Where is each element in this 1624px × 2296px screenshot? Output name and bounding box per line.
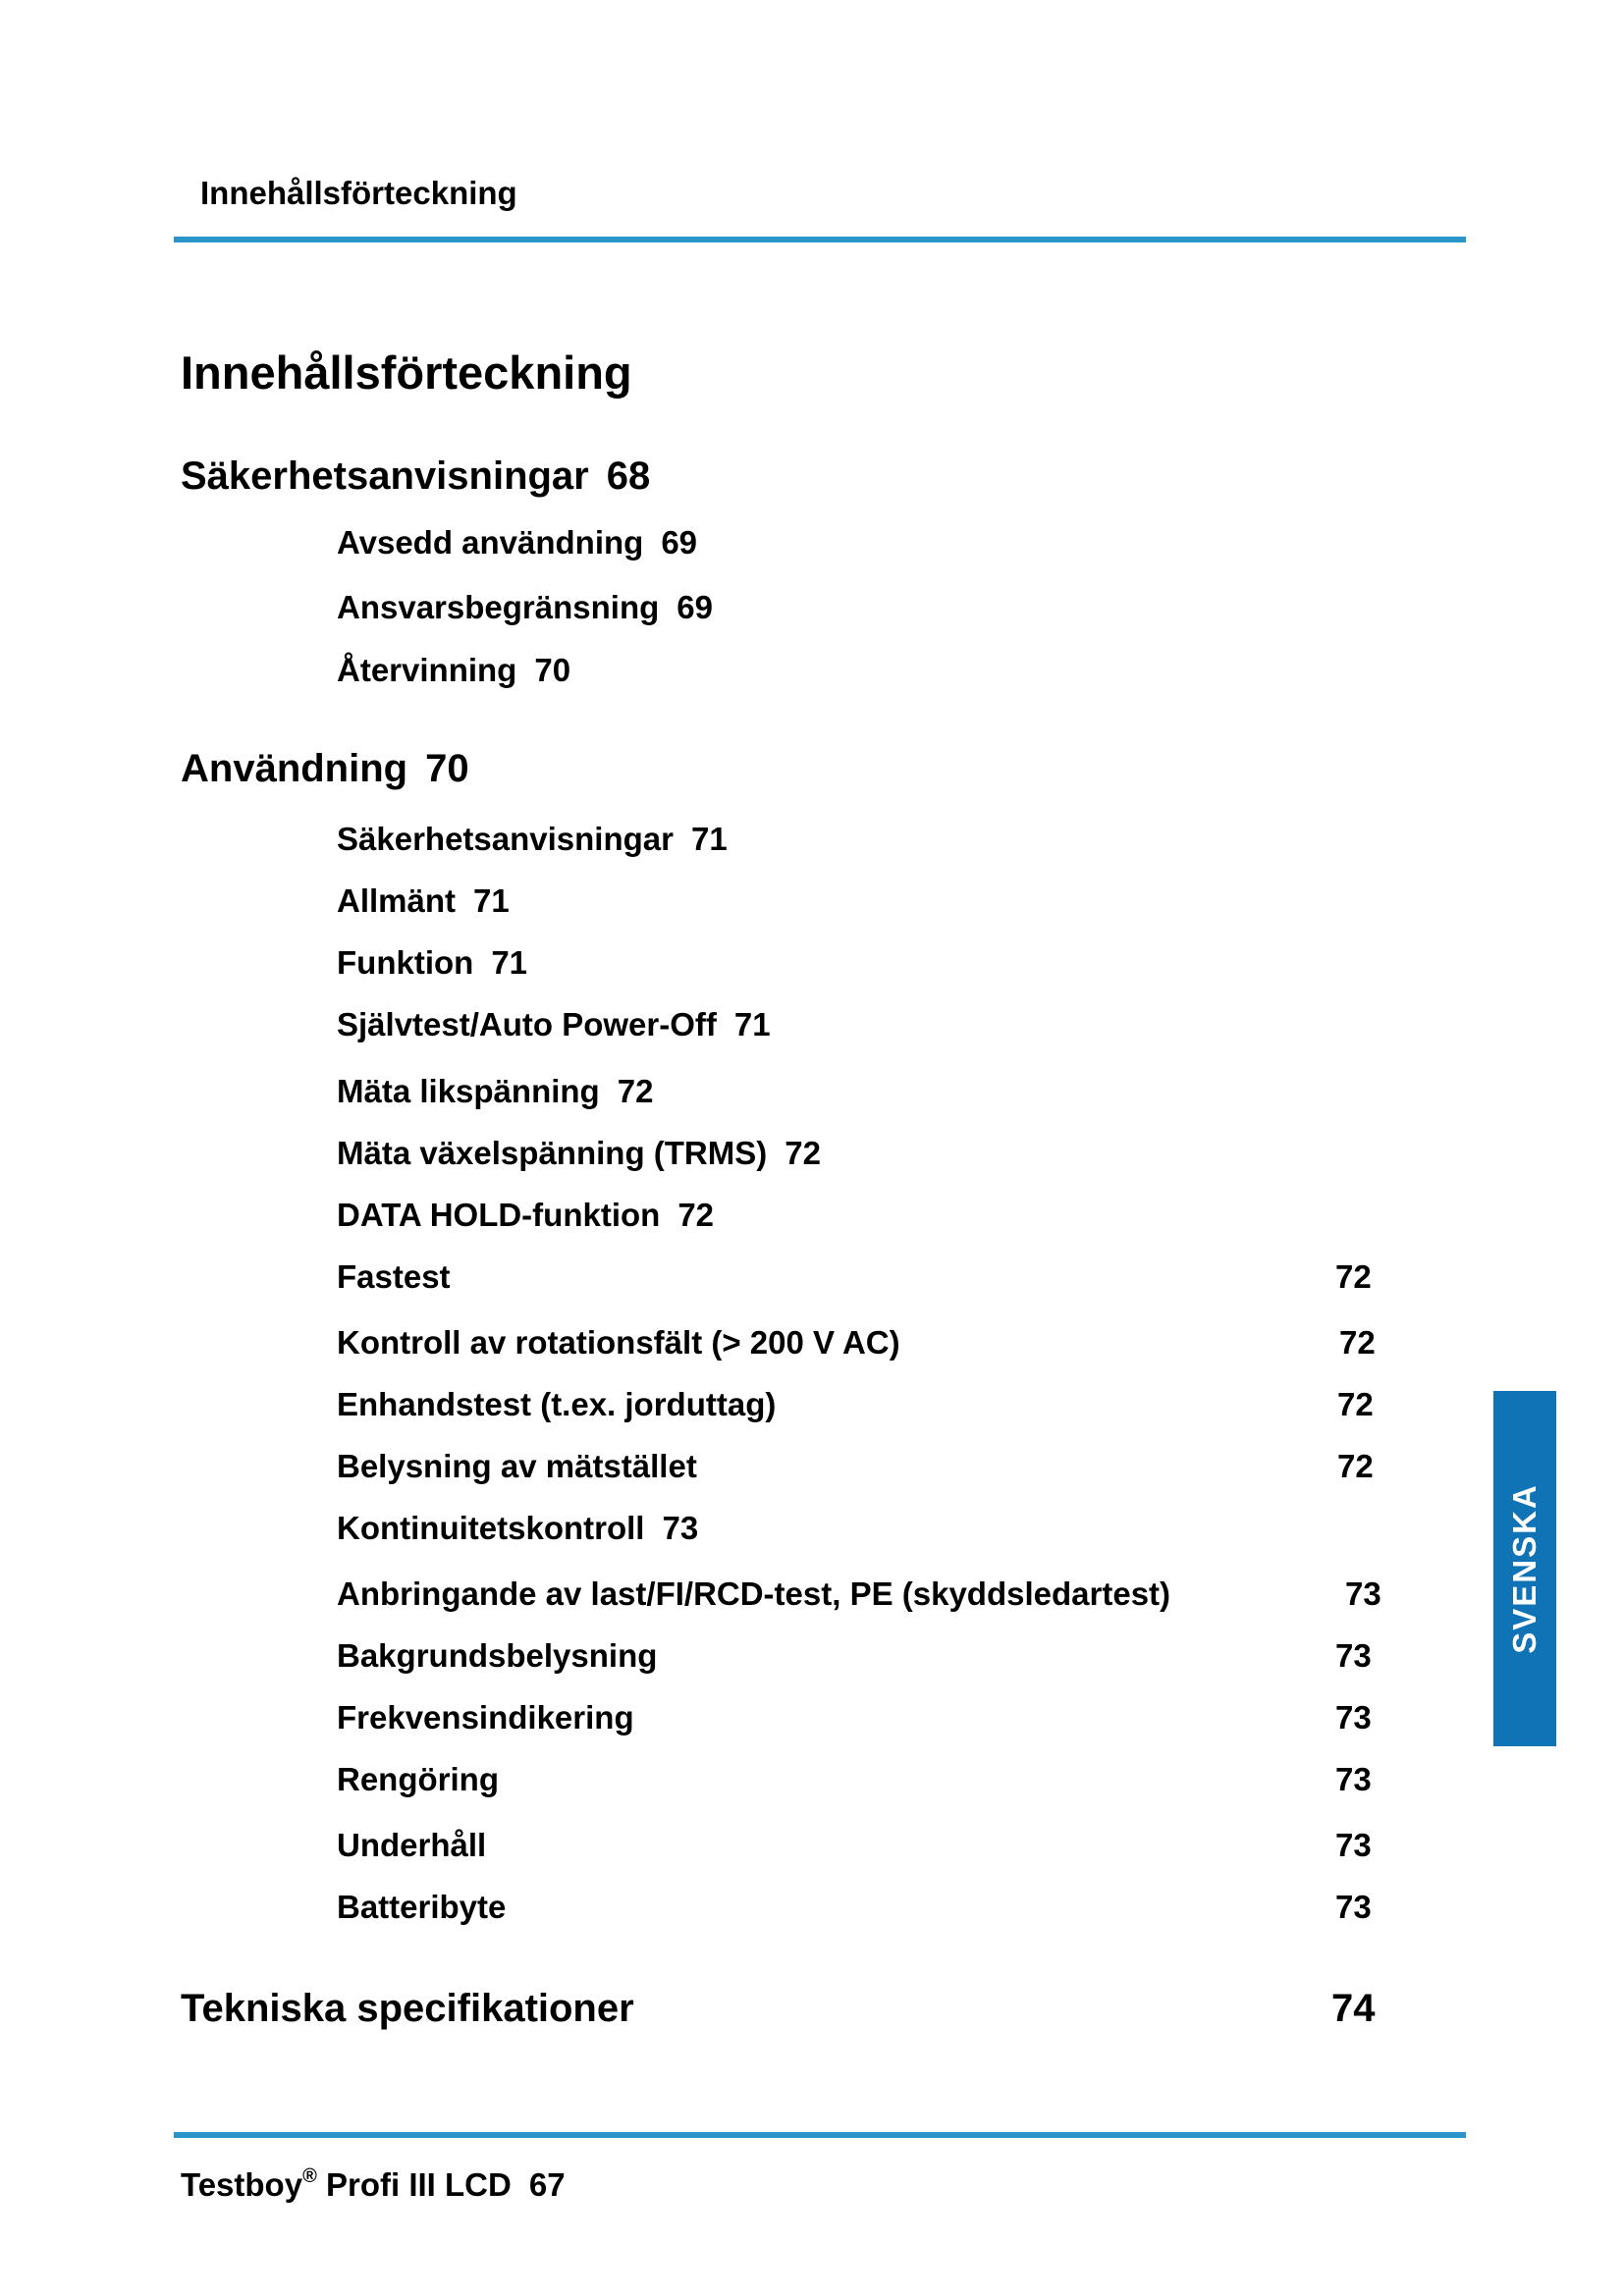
toc-item[interactable] xyxy=(337,1637,657,1675)
header-rule xyxy=(174,237,1466,242)
footer-rule xyxy=(174,2132,1466,2138)
toc-item[interactable] xyxy=(337,1827,486,1864)
toc-item-page: 71 xyxy=(733,1006,771,1042)
toc-item-page: 73 xyxy=(1345,1575,1381,1612)
toc-section-anvandning[interactable] xyxy=(181,747,469,791)
page-title: Innehållsförteckning xyxy=(181,347,632,399)
toc-item-label: Funktion xyxy=(337,944,474,981)
toc-item-page: 72 xyxy=(677,1197,715,1233)
toc-item-page: 73 xyxy=(1335,1761,1372,1797)
toc-item-page: 72 xyxy=(1337,1448,1374,1484)
toc-item-page: 71 xyxy=(491,944,528,981)
toc-section-page: 74 xyxy=(1331,1987,1376,2030)
toc-item[interactable] xyxy=(337,1258,451,1296)
toc-section-page: 68 xyxy=(606,454,651,498)
toc-item-page: 73 xyxy=(1335,1699,1372,1735)
toc-item[interactable] xyxy=(337,1135,821,1172)
toc-item-label: Anbringande av last/FI/RCD-test, PE (skyddsledartest) xyxy=(337,1575,1171,1612)
toc-item-label: Belysning av mätstället xyxy=(337,1448,697,1484)
toc-item-label: Återvinning xyxy=(337,652,517,688)
language-tab-label: SVENSKA xyxy=(1506,1483,1543,1654)
footer-brand: Testboy xyxy=(181,2166,303,2203)
footer-label xyxy=(181,2165,566,2204)
toc-item-label: Bakgrundsbelysning xyxy=(337,1637,658,1674)
toc-item[interactable] xyxy=(337,524,697,561)
toc-item-label: Avsedd användning xyxy=(337,524,644,561)
toc-item[interactable] xyxy=(337,1324,900,1362)
language-side-tab xyxy=(1493,1391,1556,1746)
toc-item-page: 72 xyxy=(1339,1324,1376,1361)
toc-item-page: 72 xyxy=(785,1135,821,1171)
toc-item-label: Rengöring xyxy=(337,1761,499,1797)
toc-item-page: 70 xyxy=(534,652,571,688)
toc-item[interactable] xyxy=(337,1006,771,1043)
toc-item[interactable] xyxy=(337,589,713,626)
toc-item-page: 72 xyxy=(617,1073,654,1109)
running-header: Innehållsförteckning xyxy=(200,175,517,211)
toc-item-page: 72 xyxy=(1337,1386,1374,1422)
toc-item[interactable] xyxy=(337,1575,1170,1613)
registered-mark: ® xyxy=(302,2165,317,2187)
toc-item-page: 71 xyxy=(691,821,728,857)
toc-item-label: Självtest/Auto Power-Off xyxy=(337,1006,717,1042)
toc-item-label: Kontinuitetskontroll xyxy=(337,1510,645,1546)
toc-section-page: 70 xyxy=(425,747,469,790)
toc-item[interactable] xyxy=(337,1448,697,1485)
toc-item[interactable] xyxy=(337,1699,634,1736)
toc-item-page: 73 xyxy=(1335,1637,1372,1674)
toc-item[interactable] xyxy=(337,652,570,689)
toc-item-label: Ansvarsbegränsning xyxy=(337,589,660,625)
toc-item-label: Kontroll av rotationsfält (> 200 V AC) xyxy=(337,1324,900,1361)
toc-item[interactable] xyxy=(337,944,527,982)
toc-item[interactable] xyxy=(337,1761,499,1798)
toc-item-page: 69 xyxy=(677,589,713,625)
toc-item[interactable] xyxy=(337,1510,698,1547)
toc-section-title: Användning xyxy=(181,747,408,790)
toc-item[interactable] xyxy=(337,1073,653,1110)
footer-product: Profi III LCD xyxy=(326,2166,512,2203)
toc-item-label: Allmänt xyxy=(337,882,457,919)
toc-item-label: Frekvensindikering xyxy=(337,1699,634,1735)
toc-item-page: 72 xyxy=(1335,1258,1372,1295)
toc-item-page: 73 xyxy=(662,1510,699,1546)
toc-section-tekniska-specifikationer[interactable] xyxy=(181,1987,634,2031)
toc-section-title: Tekniska specifikationer xyxy=(181,1987,634,2030)
toc-item-page: 73 xyxy=(1335,1827,1372,1863)
toc-item-label: Underhåll xyxy=(337,1827,487,1863)
toc-section-title: Säkerhetsanvisningar xyxy=(181,454,589,498)
toc-item-label: Mäta växelspänning (TRMS) xyxy=(337,1135,768,1171)
toc-item-label: Mäta likspänning xyxy=(337,1073,600,1109)
toc-item[interactable] xyxy=(337,1197,714,1234)
toc-item-label: Enhandstest (t.ex. jorduttag) xyxy=(337,1386,777,1422)
toc-item[interactable] xyxy=(337,821,728,858)
toc-item-label: Batteribyte xyxy=(337,1889,507,1925)
toc-item-page: 71 xyxy=(473,882,510,919)
toc-item-page: 69 xyxy=(661,524,698,561)
toc-section-sakerhetsanvisningar[interactable] xyxy=(181,454,650,499)
toc-item-page: 73 xyxy=(1335,1889,1372,1925)
toc-item[interactable] xyxy=(337,1889,506,1926)
toc-item[interactable] xyxy=(337,882,510,920)
toc-item[interactable] xyxy=(337,1386,776,1423)
toc-item-label: Fastest xyxy=(337,1258,451,1295)
toc-item-label: Säkerhetsanvisningar xyxy=(337,821,674,857)
toc-item-label: DATA HOLD-funktion xyxy=(337,1197,661,1233)
footer-page-number: 67 xyxy=(528,2166,566,2203)
